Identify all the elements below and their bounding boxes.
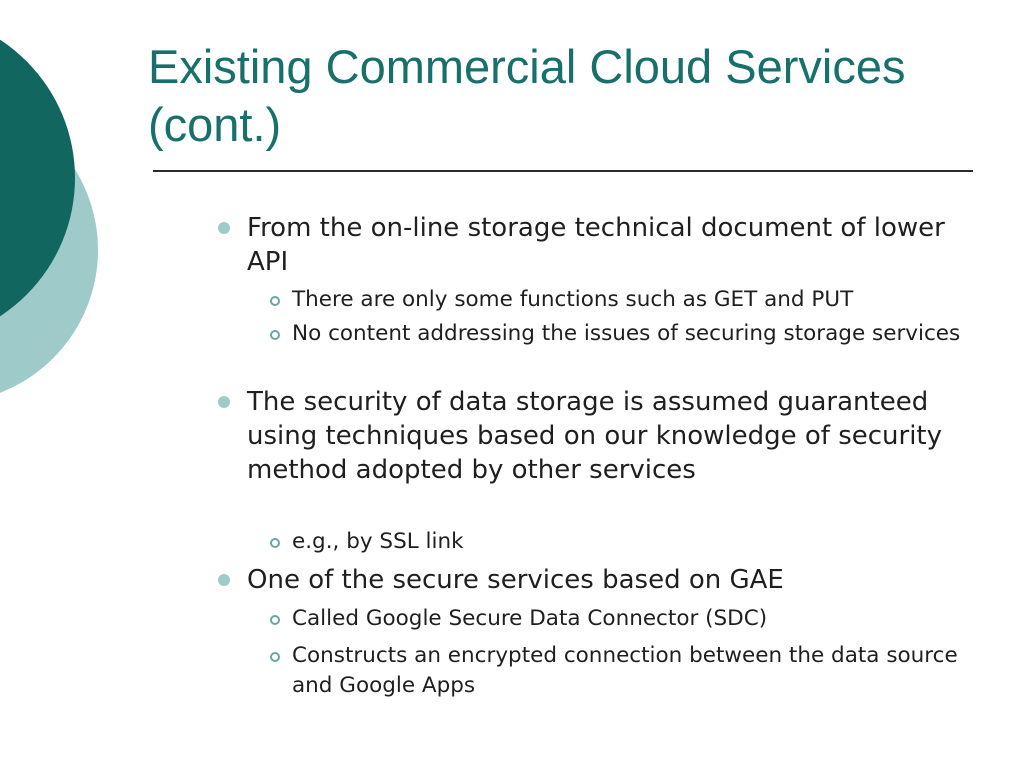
bullet-1-sub-2 [292, 319, 972, 349]
bullet-3 [247, 563, 967, 597]
bullet-1-sub-1-text: There are only some functions such as GET and PUT [292, 287, 854, 312]
bullet-1 [247, 211, 967, 279]
bullet-dot-icon [218, 222, 230, 234]
bullet-3-sub-1-text: Called Google Secure Data Connector (SDC) [292, 606, 768, 631]
bullet-ring-icon [270, 330, 280, 340]
bullet-2 [247, 385, 967, 487]
bullet-ring-icon [270, 615, 280, 625]
bullet-ring-icon [270, 538, 280, 548]
bullet-3-text: One of the secure services based on GAE [247, 565, 784, 595]
bullet-dot-icon [218, 574, 230, 586]
bullet-ring-icon [270, 296, 280, 306]
slide-title: Existing Commercial Cloud Services (cont.) [148, 40, 906, 151]
bullet-2-text: The security of data storage is assumed guaranteed using techniques based on our knowledge of security method adopted by other services [247, 387, 943, 485]
bullet-2-sub-1-text: e.g., by SSL link [292, 529, 464, 554]
bullet-3-sub-1 [292, 604, 972, 634]
bullet-2-sub-1 [292, 527, 972, 557]
bullet-1-text: From the on-line storage technical document of lower API [247, 213, 945, 277]
bullet-1-sub-1 [292, 285, 972, 315]
bullet-1-sub-2-text: No content addressing the issues of securing storage services [292, 321, 961, 346]
bullet-dot-icon [218, 396, 230, 408]
bullet-3-sub-2-text: Constructs an encrypted connection between the data source and Google Apps [292, 643, 958, 698]
bullet-ring-icon [270, 652, 280, 662]
bullet-3-sub-2 [292, 641, 972, 701]
